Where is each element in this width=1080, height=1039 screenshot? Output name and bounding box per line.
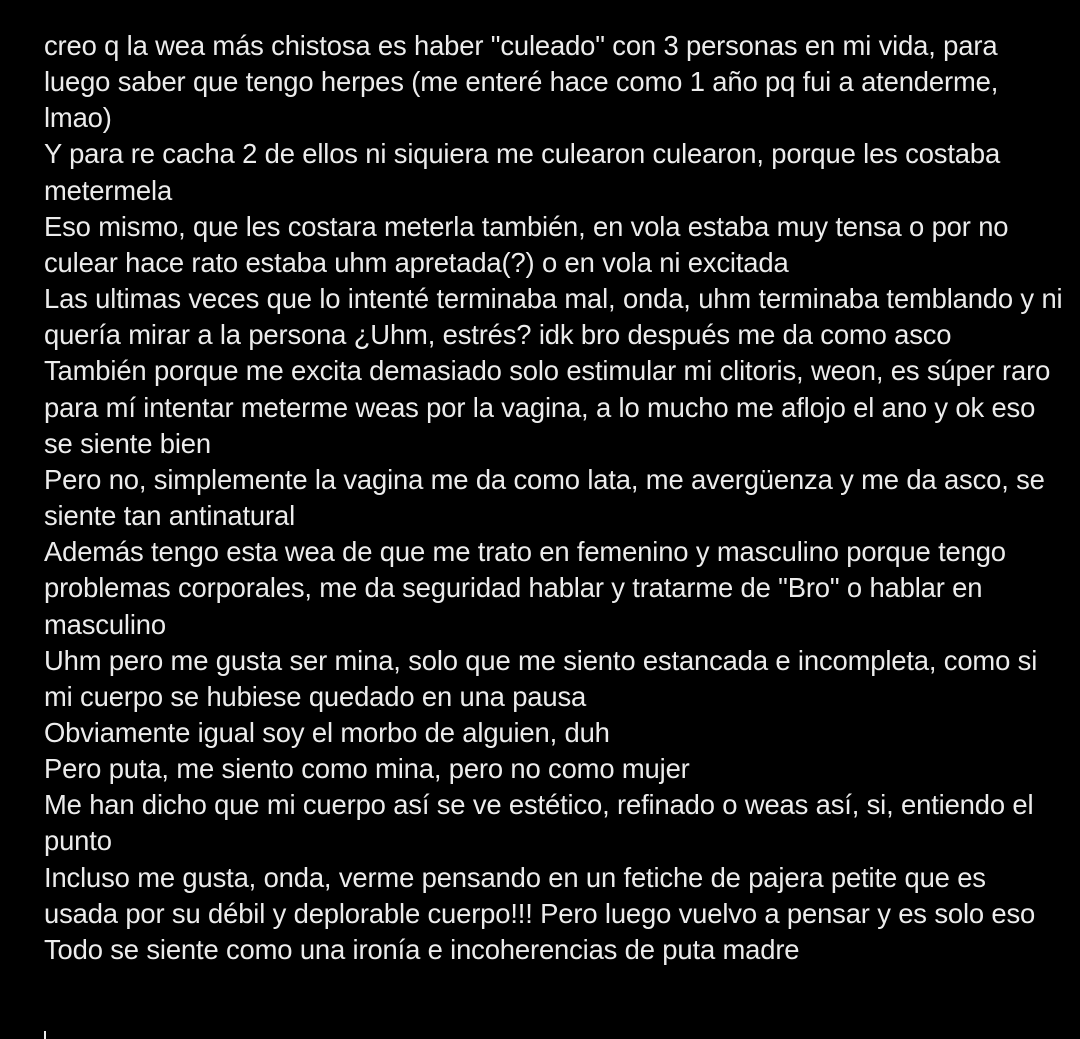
note-line-2: Y para re cacha 2 de ellos ni siquiera me culearon culearon, porque les costaba metermela	[44, 138, 1001, 206]
note-line-5: También porque me excita demasiado solo estimular mi clitoris, weon, es súper raro para mí intentar meterme weas por la vagina, a lo mucho me aflojo el ano y ok eso se siente bien	[44, 355, 1051, 459]
note-line-11: Me han dicho que mi cuerpo así se ve estético, refinado o weas así, si, entiendo el punto	[44, 789, 1034, 857]
note-line-6: Pero no, simplemente la vagina me da como lata, me avergüenza y me da asco, se siente tan antinatural	[44, 463, 1045, 532]
note-line-1: creo q la wea más chistosa es haber "culeado" con 3 personas en mi vida, para luego saber que tengo herpes (me enteré hace como 1 año pq fui a atenderme, lmao)	[44, 30, 999, 134]
text-cursor	[44, 1031, 46, 1039]
note-line-4: Las ultimas veces que lo intenté terminaba mal, onda, uhm terminaba temblando y ni quería mirar a la persona ¿Uhm, estrés? idk bro después me da como asco	[44, 283, 1063, 351]
note-line-9: Obviamente igual soy el morbo de alguien, duh	[44, 716, 610, 748]
note-line-13: Todo se siente como una ironía e incoherencias de puta madre	[44, 933, 800, 965]
note-line-8: Uhm pero me gusta ser mina, solo que me siento estancada e incompleta, como si mi cuerpo se hubiese quedado en una pausa	[44, 644, 1038, 712]
note-line-12: Incluso me gusta, onda, verme pensando en un fetiche de pajera petite que es usada por su débil y deplorable cuerpo!!! Pero luego vuelvo a pensar y es solo eso	[44, 861, 1036, 929]
note-line-7: Además tengo esta wea de que me trato en femenino y masculino porque tengo problemas corporales, me da seguridad hablar y tratarme de "Bro" o hablar en masculino	[44, 536, 1006, 640]
note-line-3: Eso mismo, que les costara meterla también, en vola estaba muy tensa o por no culear hace rato estaba uhm apretada(?) o en vola ni excitada	[44, 210, 1009, 278]
note-line-10: Pero puta, me siento como mina, pero no como mujer	[44, 753, 690, 785]
note-body-text[interactable]	[44, 28, 1064, 968]
